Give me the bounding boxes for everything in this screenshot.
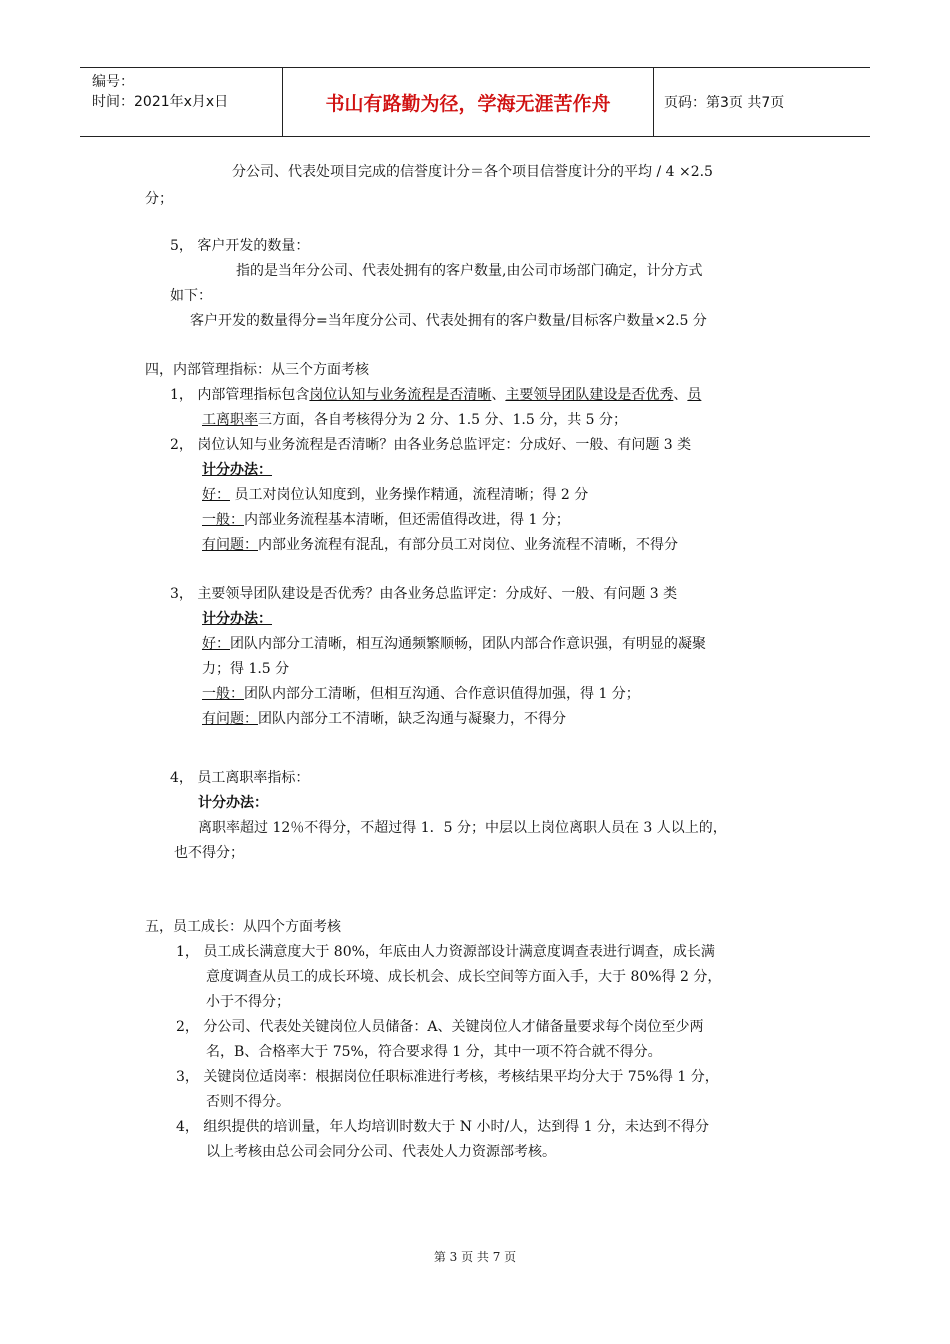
text-line: 意度调查从员工的成长环境、成长机会、成长空间等方面入手，大于 80%得 2 分， — [206, 969, 722, 985]
number-label: 编号： — [92, 74, 134, 90]
text-line: 有问题：团队内部分工不清晰，缺乏沟通与凝聚力，不得分 — [202, 711, 566, 727]
page-footer: 第 3 页 共 7 页 — [433, 1250, 517, 1264]
text-line: 客户开发的数量得分=当年度分公司、代表处拥有的客户数量/目标客户数量×2.5 分 — [190, 313, 707, 329]
text-line: 小于不得分； — [206, 994, 290, 1010]
text-line: 分； — [145, 191, 173, 207]
text-line: 指的是当年分公司、代表处拥有的客户数量,由公司市场部门确定，计分方式 — [236, 263, 703, 279]
text-line: 2， 岗位认知与业务流程是否清晰？由各业务总监评定：分成好、一般、有问题 3 类 — [170, 437, 692, 453]
text-line: 3， 主要领导团队建设是否优秀？由各业务总监评定：分成好、一般、有问题 3 类 — [170, 586, 678, 602]
section-heading: 五，员工成长：从四个方面考核 — [145, 919, 341, 935]
text-line: 4， 员工离职率指标： — [170, 770, 310, 786]
text-line: 名，B、合格率大于 75%，符合要求得 1 分，其中一项不符合就不得分。 — [206, 1044, 662, 1060]
page-header — [80, 67, 870, 137]
text-line: 3， 关键岗位适岗率：根据岗位任职标准进行考核，考核结果平均分大于 75%得 1 分， — [176, 1069, 719, 1085]
text-line: 4， 组织提供的培训量，年人均培训时数大于 N 小时/人，达到得 1 分，未达到不得分 — [176, 1119, 710, 1135]
header-motto: 书山有路勤为径，学海无涯苦作舟 — [282, 68, 654, 136]
text-line: 好： 员工对岗位认知度到，业务操作精通，流程清晰；得 2 分 — [202, 487, 589, 503]
scoring-method-label: 计分办法： — [198, 795, 268, 811]
text-line: 分公司、代表处项目完成的信誉度计分＝各个项目信誉度计分的平均 / 4 ×2.5 — [232, 164, 713, 180]
text-line: 5， 客户开发的数量： — [170, 238, 310, 254]
text-line: 否则不得分。 — [206, 1094, 290, 1110]
text-line: 2， 分公司、代表处关键岗位人员储备：A、关键岗位人才储备量要求每个岗位至少两 — [176, 1019, 704, 1035]
text-line: 也不得分； — [174, 845, 244, 861]
text-line: 离职率超过 12％不得分，不超过得 1．5 分；中层以上岗位离职人员在 3 人以上的， — [198, 820, 727, 836]
header-page-info: 页码：第3页 共7页 — [664, 95, 785, 111]
text-line: 有问题：内部业务流程有混乱，有部分员工对岗位、业务流程不清晰，不得分 — [202, 537, 678, 553]
time-label: 时间：2021年x月x日 — [92, 94, 229, 110]
scoring-method-label: 计分办法： — [202, 462, 272, 478]
text-line: 一般：内部业务流程基本清晰，但还需值得改进，得 1 分； — [202, 512, 570, 528]
text-line: 1， 内部管理指标包含岗位认知与业务流程是否清晰、主要领导团队建设是否优秀、员 — [170, 387, 702, 403]
text-line: 好：团队内部分工清晰，相互沟通频繁顺畅，团队内部合作意识强，有明显的凝聚 — [202, 636, 706, 652]
header-meta — [80, 68, 282, 136]
text-line: 如下： — [170, 288, 212, 304]
text-line: 1， 员工成长满意度大于 80%，年底由人力资源部设计满意度调查表进行调查，成长满 — [176, 944, 715, 960]
text-line: 力；得 1.5 分 — [202, 661, 290, 677]
text-line: 工离职率三方面，各自考核得分为 2 分、1.5 分、1.5 分，共 5 分； — [202, 412, 628, 428]
text-line: 一般：团队内部分工清晰，但相互沟通、合作意识值得加强，得 1 分； — [202, 686, 640, 702]
text-line: 以上考核由总公司会同分公司、代表处人力资源部考核。 — [206, 1144, 556, 1160]
section-heading: 四，内部管理指标：从三个方面考核 — [145, 362, 369, 378]
scoring-method-label: 计分办法： — [202, 611, 272, 627]
